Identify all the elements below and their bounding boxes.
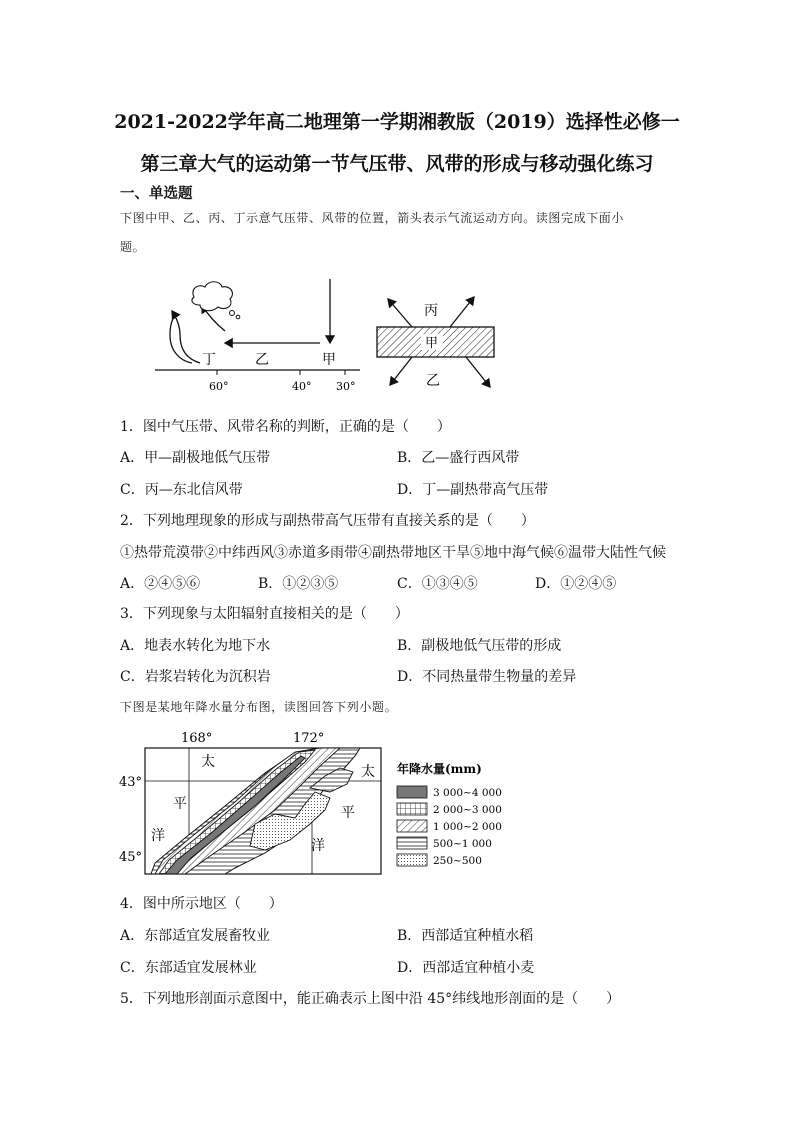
doc-title-line2: 第三章大气的运动第一节气压带、风带的形成与移动强化练习 <box>140 153 654 175</box>
box-label-bing: 丙 <box>424 303 438 319</box>
q1-option-c[interactable]: C．丙—东北信风带 <box>120 482 243 498</box>
label-tai-2: 太 <box>361 764 375 780</box>
lon-168: 168° <box>181 731 213 746</box>
box-label-yi: 乙 <box>426 373 440 389</box>
question-2-stem: 2．下列地理现象的形成与副热带高气压带有直接关系的是（ ） <box>120 513 535 529</box>
label-ping-1: 平 <box>173 796 187 812</box>
legend-swatch-4 <box>397 837 427 849</box>
q4-option-c[interactable]: C．东部适宜发展林业 <box>120 960 257 976</box>
rising-air-arrow-outer <box>170 315 192 363</box>
box-label-jia: 甲 <box>425 336 439 351</box>
cloud-icon <box>192 282 232 311</box>
q2-option-d[interactable]: D．①②④⑤ <box>535 576 617 592</box>
question-2-items: ①热带荒漠带②中纬西风③赤道多雨带④副热带地区干旱⑤地中海气候⑥温带大陆性气候 <box>120 545 666 561</box>
q4-option-a[interactable]: A．东部适宜发展畜牧业 <box>120 928 271 944</box>
legend-label-5: 250~500 <box>433 855 482 867</box>
legend-title: 年降水量(mm) <box>397 762 482 776</box>
q2-option-a[interactable]: A．②④⑤⑥ <box>120 576 201 592</box>
label-tai-1: 太 <box>201 754 215 770</box>
precipitation-map <box>115 728 515 883</box>
pressure-belt-diagram <box>150 275 510 410</box>
legend-label-4: 500~1 000 <box>433 838 492 850</box>
q3-option-c[interactable]: C．岩浆岩转化为沉积岩 <box>120 669 271 685</box>
question-5-stem: 5．下列地形剖面示意图中，能正确表示上图中沿 45°纬线地形剖面的是（ ） <box>120 991 621 1007</box>
q3-option-a[interactable]: A．地表水转化为地下水 <box>120 638 271 654</box>
intro-text-2: 下图是某地年降水量分布图，读图回答下列小题。 <box>120 700 398 714</box>
tick-40: 40° <box>292 380 312 393</box>
box-arrow-upper-right <box>450 297 474 327</box>
rising-air-arrow <box>172 311 200 363</box>
label-ding: 丁 <box>202 352 216 368</box>
tick-30: 30° <box>336 380 356 393</box>
legend-label-2: 2 000~3 000 <box>433 804 502 816</box>
legend-swatch-1 <box>397 786 427 798</box>
lon-172: 172° <box>293 731 325 746</box>
q3-option-d[interactable]: D．不同热量带生物量的差异 <box>397 669 577 685</box>
label-jia: 甲 <box>322 352 336 368</box>
box-arrow-upper-left <box>388 299 412 327</box>
label-yang-2: 洋 <box>311 838 325 854</box>
lat-45: 45° <box>119 850 143 865</box>
legend-swatch-5 <box>397 854 427 866</box>
lat-43: 43° <box>119 775 143 790</box>
label-ping-2: 平 <box>341 805 355 821</box>
legend-swatch-2 <box>397 803 427 815</box>
q4-option-b[interactable]: B．西部适宜种植水稻 <box>397 928 534 944</box>
question-4-stem: 4．图中所示地区（ ） <box>120 896 283 912</box>
section-heading: 一、单选题 <box>120 185 193 202</box>
intro-text-1b: 题。 <box>120 240 146 254</box>
q2-option-b[interactable]: B．①②③⑤ <box>258 576 339 592</box>
q3-option-b[interactable]: B．副极地低气压带的形成 <box>397 638 562 654</box>
question-3-stem: 3．下列现象与太阳辐射直接相关的是（ ） <box>120 606 409 622</box>
intro-text-1: 下图中甲、乙、丙、丁示意气压带、风带的位置，箭头表示气流运动方向。读图完成下面小 <box>120 211 625 225</box>
legend-swatch-3 <box>397 820 427 832</box>
tick-60: 60° <box>209 380 229 393</box>
cloud-dot-icon <box>230 311 235 316</box>
q1-option-a[interactable]: A．甲—副极地低气压带 <box>120 450 271 466</box>
label-yang-1: 洋 <box>151 828 165 844</box>
legend-label-1: 3 000~4 000 <box>433 787 502 799</box>
q4-option-d[interactable]: D．西部适宜种植小麦 <box>397 960 535 976</box>
q2-option-c[interactable]: C．①③④⑤ <box>397 576 478 592</box>
doc-title-line1: 2021-2022学年高二地理第一学期湘教版（2019）选择性必修一 <box>114 111 680 133</box>
cloud-dot-icon <box>236 315 240 319</box>
question-1-stem: 1．图中气压带、风带名称的判断，正确的是（ ） <box>120 419 451 435</box>
label-yi: 乙 <box>255 352 269 368</box>
q1-option-b[interactable]: B．乙—盛行西风带 <box>397 450 520 466</box>
legend-label-3: 1 000~2 000 <box>433 821 502 833</box>
q1-option-d[interactable]: D．丁—副热带高气压带 <box>397 482 549 498</box>
box-arrow-lower-left <box>390 357 412 385</box>
box-arrow-lower-right <box>466 357 490 387</box>
